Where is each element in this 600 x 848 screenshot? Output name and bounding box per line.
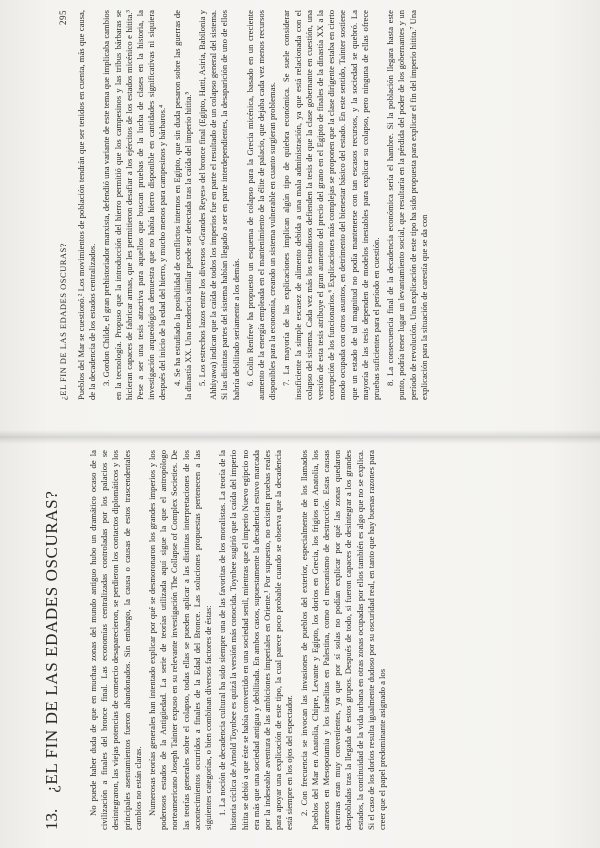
- paragraph: 8. La consecuencia final de la decadencia económica sería el hambre. Si la población llegara hasta este punto, podría tener lugar un levantamiento social, que resultaría en la pérdida del poder de los gobernantes y un período de revolución. Una explicación de este tipo ha sido propuesta para explicar el fin del imperio hitita.⁷ Una explicación para la situación de carestía que se da con: [385, 10, 429, 400]
- paragraph: 5. Los estrechos lazos entre los diversos «Grandes Reyes» del bronce final (Egipto, Hatti, Asiria, Babilonia y Ahhiyawa) indican que la caída de todos los imperios fue en parte el resultado de un colapso general del sistema. Si las distintas partes del sistema habían llegado a ser en parte interdependientes, la desaparición de uno de ellos habría debilitado seriamente a los demás.: [197, 10, 241, 400]
- paragraph: Numerosas teorías generales han intentado explicar por qué se desmoronaron los grandes imperios y los poderosos estados de la Antigüedad. La serie de teorías utilizada aquí sigue la que el antropólogo norteamericano Joseph Tainter expuso en su relevante investigación The Collapse of Complex Societies. De las teorías generales sobre el colapso, todas ellas se pueden aplicar a las distintas interpretaciones de los acontecimientos ocurridos a finales de la Edad del Bronce. Las soluciones propuestas pertenecen a las siguientes categorías, o bien combinan diversos factores de éstas:: [147, 450, 214, 830]
- chapter-number: 13.: [42, 808, 61, 830]
- page-number: 295: [58, 10, 68, 25]
- chapter-title: ¿EL FIN DE LAS EDADES OSCURAS?: [42, 490, 61, 793]
- bottom-page: [40, 450, 580, 830]
- top-page: [58, 10, 578, 400]
- bottom-page-text: [88, 450, 388, 830]
- running-title: ¿EL FIN DE LAS EDADES OSCURAS?: [58, 242, 68, 400]
- paragraph: Pueblos del Mar se cuestionó.² Los movimientos de población tendrán que ser tenidos en cuenta, más que causa, de la decadencia de los estados centralizados.: [76, 10, 98, 400]
- paragraph: 3. Gordon Childe, el gran prehistoriador marxista, defendió una variante de este tema que implicaba cambios en la tecnología. Propuso que la introducción del hierro permitió que los campesinos y las tribus bárbaras se hicieran capaces de fabricar armas, que les permitieron desafiar a los ejércitos de los estados micénico e hitita.³ Pese a ser una tesis atractiva para aquellos que buscan pruebas de la lucha de clases en la historia, la investigación arqueológica demuestra que no había hierro disponible en cantidades significativas ni siquiera después del inicio de la edad del hierro, y mucho menos para campesinos y bárbaros.⁴: [101, 10, 168, 400]
- paragraph: No puede haber duda de que en muchas zonas del mundo antiguo hubo un dramático ocaso de la civilización a finales del bronce final. Las economías centralizadas controladas por los palacios se desintegraron, las viejas potencias de comercio desaparecieron, se perdieron los contactos diplomáticos y los principales asentamientos fueron abandonados. Sin embargo, la causa o causas de estos trascendentales cambios no están claras.: [88, 450, 143, 830]
- chapter-heading: [42, 450, 62, 830]
- paragraph: 1. La noción de decadencia cultural ha sido siempre una de las favoritas de los moralistas. La teoría de la historia cíclica de Arnold Toynbee es quizá la versión más conocida. Toynbee sugirió que la caída del imperio hitita se debió a que éste se había convertido en una sociedad senil, mientras que el imperio Nuevo egipcio no era más que una sociedad antigua y debilitada. En ambos casos, supuestamente la decadencia estuvo marcada por la indeseable aventura de las ambiciones imperiales en Oriente.¹ Por supuesto, no existen pruebas reales para apoyar una explicación de este tipo, la cual parece poco probable cuando se observa que la decadencia está siempre en los ojos del espectador.: [217, 450, 295, 830]
- paragraph: 2. Con frecuencia se invocan las invasiones de pueblos del exterior, especialmente de los llamados Pueblos del Mar en Anatolia, Chipre, Levante y Egipto, los dorios en Grecia, los frigios en Anatolia, los arameos en Mesopotamia y los israelitas en Palestina, como el mecanismo de destrucción. Estas causas externas eran muy convenientes, ya que por sí solas no podían explicar por qué las zonas quedaron despobladas tras la llegada de estos grupos. Después de todo, si fueron capaces de desintegrar a los grandes estados, la continuidad de la vida urbana en otras zonas ocupadas por ellos también es algo que no se explica. Si el caso de los dorios resulta igualmente dudoso por su oscuridad real, en tanto que hay buenas razones para creer que el papel predominante asignado a los: [298, 450, 388, 830]
- running-head: [58, 10, 68, 400]
- paragraph: 6. Colin Renfrew ha propuesto un esquema de colapso para la Grecia micénica, basado en un creciente aumento de la energía empleada en el mantenimiento de la élite de palacio, que dejaba cada vez menos recursos disponibles para la economía, creando un sistema vulnerable en cuanto surgieran problemas.: [244, 10, 278, 400]
- paragraph: 7. La mayoría de las explicaciones implican algún tipo de quiebra económica. Se suele considerar insuficiente la simple escasez de alimento debida a una mala administración, ya que está relacionada con el colapso del sistema. Cada vez más los estudiosos defienden la tesis de que la clase gobernante en cuestión, una versión de esta tesis atribuye el gran aumento del precio del grano en el Egipto de finales de la dinastía XX a la corrupción de los funcionarios.⁶ Explicaciones más complejas se proponen que la clase dirigente estaba en cierto modo ocupada con otros asuntos, en detrimento del bienestar básico del estado. En este sentido, Tainter sostiene que un estado de tal magnitud no podía mantenerse con tan escasos recursos, y la sociedad se quebró. La mayoría de las tesis dependen de modelos inestables para explicar su colapso, pero ninguna de ellas ofrece pruebas suficientes para el período en cuestión.: [281, 10, 382, 400]
- paragraph: 4. Se ha estudiado la posibilidad de conflictos internos en Egipto, que sin duda pesaron sobre las guerras de la dinastía XX. Una tendencia similar puede ser detectada tras la caída del imperio hitita.⁵: [171, 10, 193, 400]
- top-page-text: [76, 10, 430, 400]
- book-gutter: [0, 430, 600, 444]
